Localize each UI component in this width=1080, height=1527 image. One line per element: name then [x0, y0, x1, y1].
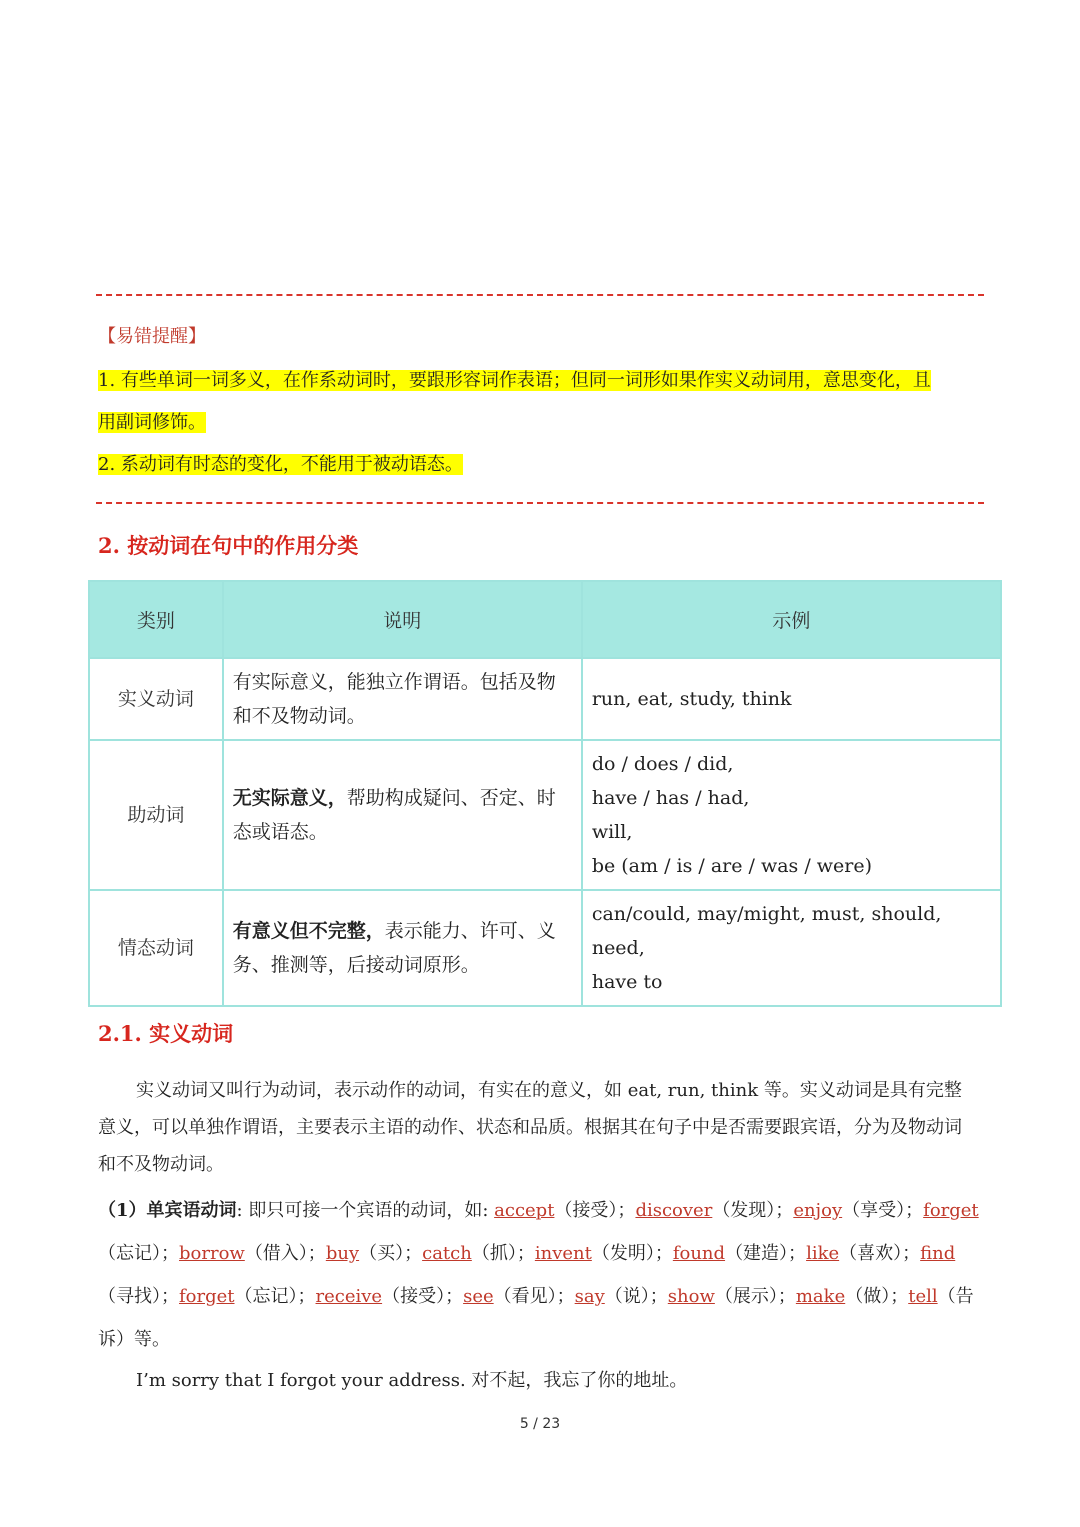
vocab-meaning: （忘记）；	[98, 1243, 179, 1264]
vocab-word: find	[920, 1243, 956, 1264]
vocab-word: found	[672, 1243, 726, 1264]
vocab-meaning: （抓）；	[471, 1243, 535, 1264]
section-2-1-title: 2.1. 实义动词	[98, 1021, 234, 1046]
vocab-word: show	[667, 1286, 715, 1307]
row-description: 无实际意义，帮助构成疑问、否定、时态或语态。	[223, 740, 582, 890]
row-description: 有实际意义，能独立作谓语。包括及物和不及物动词。	[223, 658, 582, 740]
warning-line-1a: 1. 有些单词一词多义，在作系动词时，要跟形容词作表语；但同一词形如果作实义动词用，意思变化，且	[98, 370, 931, 391]
vocab-meaning: （接受）；	[382, 1286, 464, 1307]
vocab-word: see	[463, 1286, 494, 1307]
vocab-meaning: （做）；	[845, 1286, 909, 1307]
row-description: 有意义但不完整，表示能力、许可、义务、推测等，后接动词原形。	[223, 890, 582, 1006]
vocab-word: discover	[635, 1200, 713, 1221]
row-examples: do / does / did, have / has / had, will, be (am / is / are / was / were)	[582, 740, 1001, 890]
intro-paragraph: 实义动词又叫行为动词，表示动作的动词，有实在的意义，如 eat, run, think 等。实义动词是具有完整意义，可以单独作谓语，主要表示主语的动作、状态和品质。根据其在句子中是否需要跟宾语，分为及物动词和不及物动词。	[98, 1080, 962, 1175]
vocab-meaning: （建造）；	[725, 1243, 807, 1264]
row-examples: can/could, may/might, must, should, need, have to	[582, 890, 1001, 1006]
table-row	[89, 740, 1001, 890]
vocab-word: say	[574, 1286, 605, 1307]
vocab-meaning: （喜欢）；	[839, 1243, 921, 1264]
vocab-word: enjoy	[793, 1200, 843, 1221]
row-examples: run, eat, study, think	[582, 658, 1001, 740]
header-category: 类别	[89, 581, 223, 658]
vocab-meaning: （享受）；	[842, 1200, 924, 1221]
mono-transitive-list: （1）单宾语动词: 即只可接一个宾语的动词，如: accept（接受）；discover（发现）；enjoy（享受）；forget（忘记）；borrow（借入）；buy（买）；catch（抓）；invent（发明）；found（建造）；like（喜欢）；find（寻找）；forget（忘记）；receive（接受）；see（看见）；say（说）；show（展示）；make（做）；tell（告诉）等。	[98, 1200, 979, 1350]
vocab-meaning: （展示）；	[714, 1286, 796, 1307]
vocab-meaning: （忘记）；	[234, 1286, 316, 1307]
vocab-meaning: （寻找）；	[98, 1286, 179, 1307]
vocab-word: forget	[179, 1286, 235, 1307]
vocab-meaning: （借入）；	[244, 1243, 326, 1264]
vocab-word: like	[806, 1243, 840, 1264]
divider-top	[96, 294, 984, 296]
vocab-word: accept	[494, 1200, 555, 1221]
warning-title: 【易错提醒】	[98, 326, 206, 347]
divider-bottom	[96, 502, 984, 504]
vocab-word: make	[795, 1286, 846, 1307]
vocab-word: buy	[325, 1243, 360, 1264]
warning-line-2: 2. 系动词有时态的变化，不能用于被动语态。	[98, 454, 463, 475]
vocab-word: catch	[422, 1243, 472, 1264]
verb-classification-table	[88, 580, 1002, 1007]
vocab-meaning: （看见）；	[493, 1286, 575, 1307]
example-sentence: I’m sorry that I forgot your address. 对不起，我忘了你的地址。	[136, 1370, 688, 1391]
vocab-meaning: （发明）；	[591, 1243, 673, 1264]
header-examples: 示例	[582, 581, 1001, 658]
vocab-word: borrow	[179, 1243, 245, 1264]
vocab-word: invent	[534, 1243, 592, 1264]
vocab-word: forget	[923, 1200, 979, 1221]
warning-line-1b: 用副词修饰。	[98, 412, 206, 433]
vocab-meaning: （告诉）	[98, 1286, 974, 1350]
vocab-word: tell	[908, 1286, 938, 1307]
header-description: 说明	[223, 581, 582, 658]
table-row	[89, 890, 1001, 1006]
row-category: 情态动词	[89, 890, 223, 1006]
section-2-title: 2. 按动词在句中的作用分类	[98, 533, 359, 558]
vocab-word: receive	[315, 1286, 383, 1307]
page-number: 5 / 23	[519, 1416, 561, 1432]
table-row	[89, 658, 1001, 740]
vocab-meaning: （接受）；	[554, 1200, 636, 1221]
vocab-meaning: （买）；	[359, 1243, 423, 1264]
row-category: 实义动词	[89, 658, 223, 740]
vocab-meaning: （说）；	[604, 1286, 668, 1307]
row-category: 助动词	[89, 740, 223, 890]
vocab-meaning: （发现）；	[712, 1200, 794, 1221]
